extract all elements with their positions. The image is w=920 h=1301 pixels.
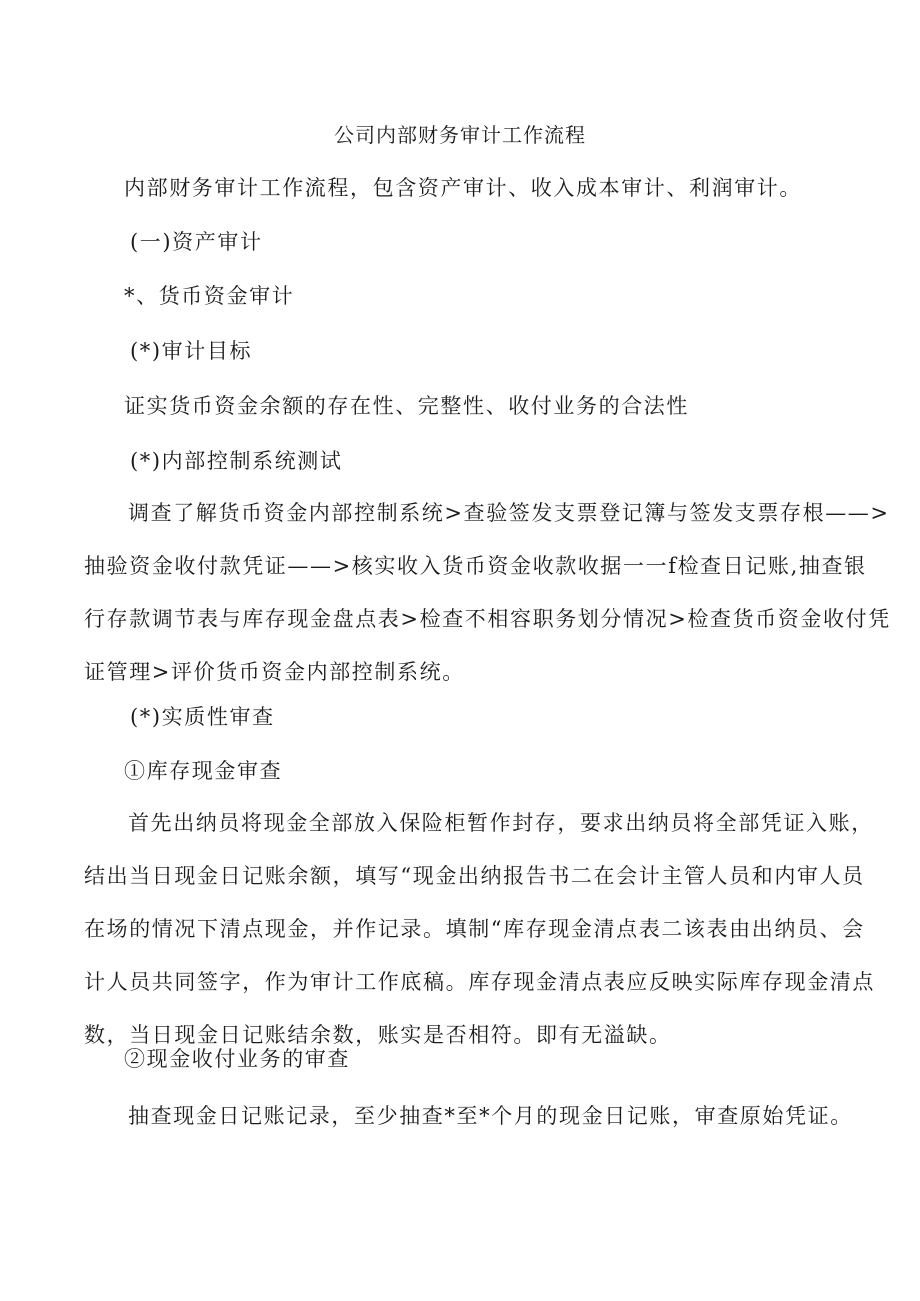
control-paragraph [84, 487, 891, 699]
cash-check-line: 计人员共同签字，作为审计工作底稿。库存现金清点表应反映实际库存现金清点 [84, 970, 875, 994]
cash-flow-text: 抽查现金日记账记录，至少抽查*至*个月的现金日记账，审查原始凭证。 [128, 1104, 853, 1128]
sub-heading-goal: (*)审计目标 [130, 339, 253, 363]
cash-check-heading: ①库存现金审查 [124, 759, 283, 783]
control-line: 调查了解货币资金内部控制系统>查验签发支票登记簿与签发支票存根——> [128, 501, 890, 525]
cash-check-line: 结出当日现金日记账余额，填写“现金出纳报告书二在会计主管人员和内审人员 [84, 864, 865, 888]
sub-heading-substantive: (*)实质性审查 [130, 705, 275, 729]
intro-paragraph: 内部财务审计工作流程，包含资产审计、收入成本审计、利润审计。 [124, 176, 802, 200]
document-title: 公司内部财务审计工作流程 [334, 123, 586, 147]
cash-check-paragraph [84, 797, 875, 1062]
control-line: 行存款调节表与库存现金盘点表>检查不相容职务划分情况>检查货币资金收付凭 [84, 607, 891, 631]
goal-text: 证实货币资金余额的存在性、完整性、收付业务的合法性 [124, 394, 689, 418]
control-line: 证管理>评价货币资金内部控制系统。 [84, 660, 465, 684]
control-line: 抽验资金收付款凭证——>核实收入货币资金收款收据一一f检查日记账,抽查银 [84, 554, 867, 578]
sub-heading-internal-control: (*)内部控制系统测试 [130, 449, 343, 473]
section-heading-assets: (一)资产审计 [130, 230, 263, 254]
cash-check-line: 在场的情况下清点现金，并作记录。填制“库存现金清点表二该表由出纳员、会 [84, 917, 865, 941]
cash-check-line: 首先出纳员将现金全部放入保险柜暂作封存，要求出纳员将全部凭证入账， [128, 811, 874, 835]
item-heading-currency: *、货币资金审计 [124, 284, 295, 308]
cash-check-line: 数，当日现金日记账结余数，账实是否相符。即有无溢缺。 [84, 1023, 672, 1047]
cash-flow-heading: ②现金收付业务的审查 [124, 1047, 350, 1071]
